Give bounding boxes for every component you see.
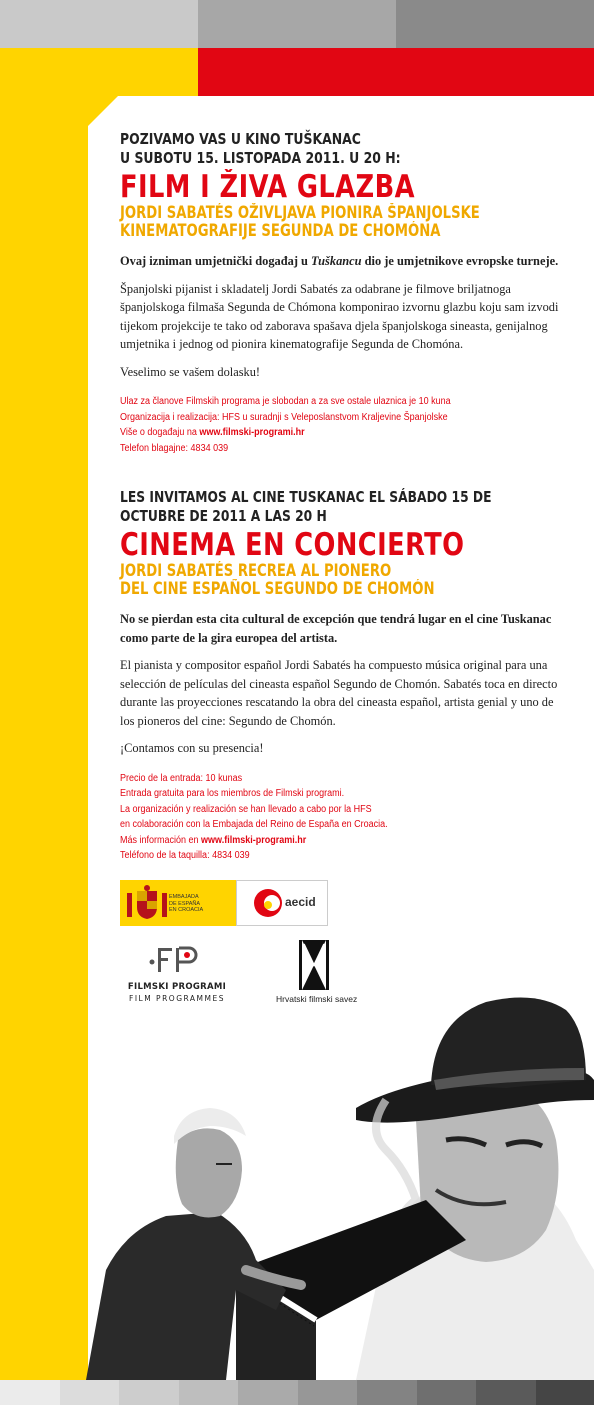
bottom-step-3 <box>119 1380 179 1405</box>
es-info-block <box>120 771 523 864</box>
hr-info-more: Više o događaju na www.filmski-programi.hr <box>120 427 305 438</box>
embassy-logo <box>120 880 238 926</box>
aecid-logo <box>236 880 328 926</box>
page-fold-corner <box>88 96 118 126</box>
es-invite-line1: LES INVITAMOS AL CINE TUSKANAC EL SÁBADO 15 DE <box>120 488 492 506</box>
es-info-more: Más información en www.filmski-programi.hr <box>120 834 307 846</box>
coat-of-arms-icon <box>127 885 167 921</box>
hr-closing: Veselimo se vašem dolasku! <box>120 364 261 379</box>
spanish-section <box>120 488 568 864</box>
embassy-line3: EN CROACIA <box>169 907 204 913</box>
bottom-step-1 <box>0 1380 60 1405</box>
hr-lead: Ovaj izniman umjetnički događaj u Tuškancu dio je umjetnikove evropske turneje. <box>120 254 559 268</box>
es-info-price: Precio de la entrada: 10 kunas <box>120 772 243 784</box>
bottom-step-5 <box>238 1380 298 1405</box>
hr-body: Španjolski pijanist i skladatelj Jordi Sabatés za odabrane je filmove briljatnoga španjolskoga filmaša Segunda de Chómona komponirao izvornu glazbu koju sam izvodi tijekom projekcije te tako od zaborava spašava djela španjolskoga sineasta, genijalnog umjetnika i jednog od pionira kinematografije Segunda de Chomóna. <box>120 281 559 351</box>
hr-info-phone: Telefon blagajne: 4834 039 <box>120 442 229 454</box>
es-invite-line2: OCTUBRE DE 2011 A LAS 20 H <box>120 507 327 525</box>
es-lead: No se pierdan esta cita cultural de excepción que tendrá lugar en el cine Tuskanac como parte de la gira europea del artista. <box>120 612 552 645</box>
red-band <box>198 48 594 96</box>
embassy-line2: DE ESPAÑA <box>169 900 201 907</box>
es-info-collaboration: en colaboración con la Embajada del Reino de España en Croacia. <box>120 819 388 830</box>
hr-website-link[interactable]: www.filmski-programi.hr <box>199 427 305 438</box>
top-band-light <box>0 0 198 48</box>
bottom-step-9 <box>476 1380 536 1405</box>
embassy-line1: EMBAJADA <box>169 894 199 900</box>
bottom-step-7 <box>357 1380 417 1405</box>
hr-info-block <box>120 394 523 456</box>
top-band-mid <box>198 0 396 48</box>
es-closing: ¡Contamos con su presencia! <box>120 741 264 755</box>
hr-info-organization: Organizacija i realizacija: HFS u suradnji s Veleposlanstvom Kraljevine Španjolske <box>120 411 448 423</box>
bottom-step-6 <box>298 1380 357 1405</box>
es-info-free: Entrada gratuita para los miembros de Filmski programi. <box>120 788 345 799</box>
es-subtitle-line2: DEL CINE ESPAÑOL SEGUNDO DE CHOMÓN <box>120 579 435 598</box>
es-body: El pianista y compositor español Jordi Sabatés ha compuesto música original para una selección de películas del cineasta español Segundo de Chomón. Sabatés toca en directo durante las proyecciones rescatando la obra del cineasta español, artista genial y uno de los pioneros del cine: Segundo de Chomón. <box>120 658 558 728</box>
es-website-link[interactable]: www.filmski-programi.hr <box>201 834 307 846</box>
hr-invite-line1: POZIVAMO VAS U KINO TUŠKANAC <box>120 130 361 148</box>
es-info-organization: La organización y realización se han llevado a cabo por la HFS <box>120 803 372 815</box>
hr-invite-line2: U SUBOTU 15. LISTOPADA 2011. U 20 H: <box>120 149 401 167</box>
poster-photo <box>86 940 594 1380</box>
bottom-step-4 <box>179 1380 238 1405</box>
yellow-side-strip <box>0 48 88 1380</box>
bottom-step-2 <box>60 1380 119 1405</box>
bottom-step-10 <box>536 1380 594 1405</box>
top-band-dark <box>396 0 594 48</box>
es-title: CINEMA EN CONCIERTO <box>120 527 465 563</box>
fp-line1: FILMSKI PROGRAMI <box>127 982 227 992</box>
croatian-section <box>120 130 568 456</box>
hr-title: FILM I ŽIVA GLAZBA <box>120 169 415 205</box>
hr-subtitle-line1: JORDI SABATÉS OŽIVLJAVA PIONIRA ŠPANJOLSKE <box>120 203 480 222</box>
hfs-label: Hrvatski filmski savez <box>276 994 358 1004</box>
aecid-label: aecid <box>285 895 316 909</box>
hr-subtitle-line2: KINEMATOGRAFIJE SEGUNDA DE CHOMÓNA <box>120 221 441 240</box>
hr-info-entry: Ulaz za članove Filmskih programa je slobodan a za sve ostale ulaznica je 10 kuna <box>120 396 451 407</box>
man-in-hat-figure <box>356 998 594 1381</box>
aecid-c-icon <box>253 888 283 918</box>
es-subtitle-line1: JORDI SABATÉS RECREA AL PIONERO <box>120 561 392 580</box>
bottom-step-8 <box>417 1380 476 1405</box>
es-info-phone: Teléfono de la taquilla: 4834 039 <box>120 850 250 861</box>
fp-line2: FILM PROGRAMMES <box>129 994 225 1003</box>
